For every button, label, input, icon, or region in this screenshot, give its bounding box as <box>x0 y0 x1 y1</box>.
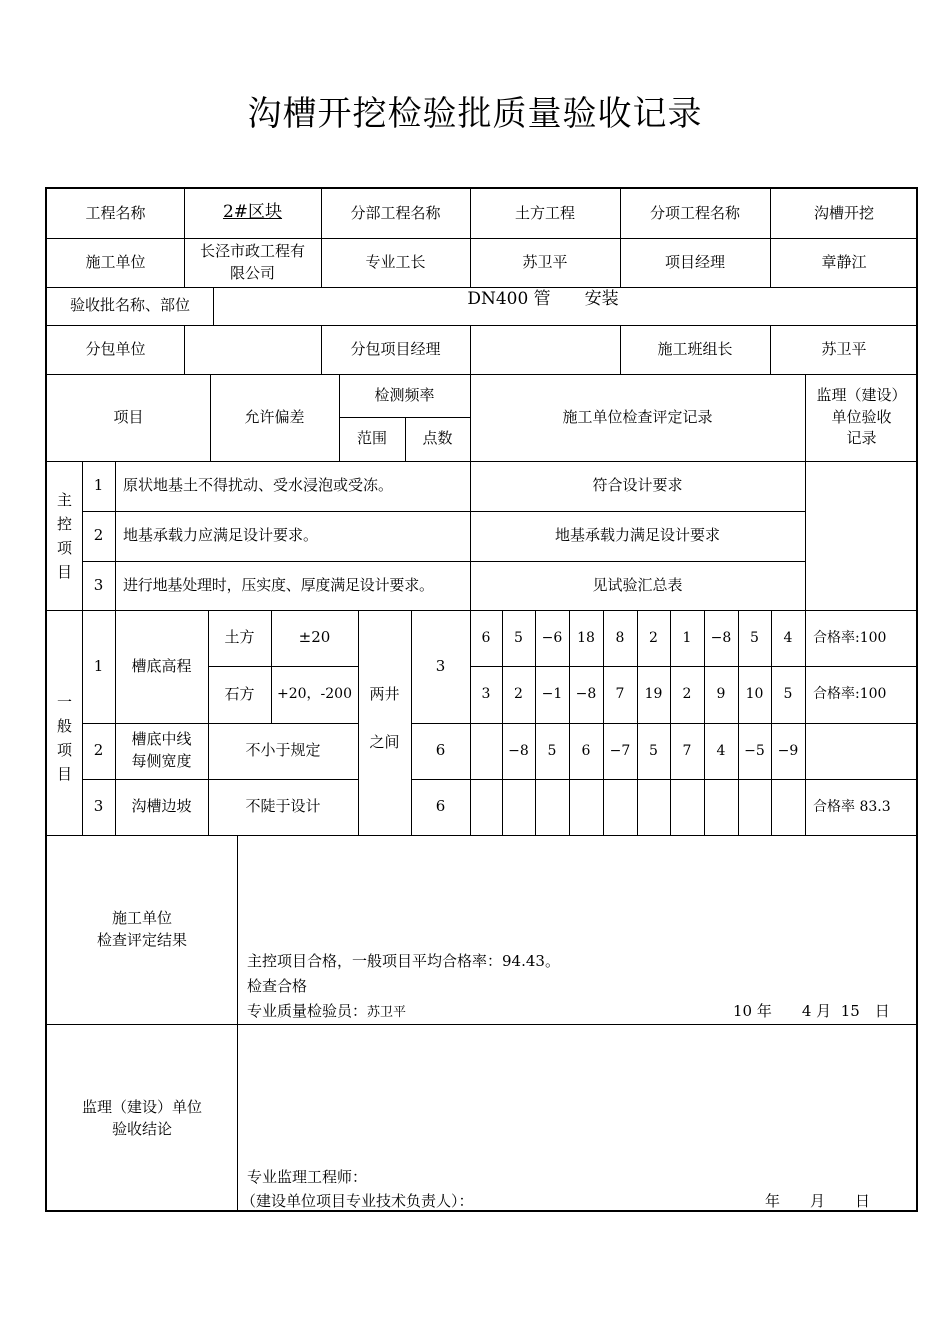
supervisor-result-label-line2: 验收结论 <box>111 1120 172 1138</box>
batch-label: 验收批名称、部位 <box>69 296 190 315</box>
range-line2: 之间 <box>369 733 400 751</box>
col-supervisor-line2: 单位验收 <box>831 407 892 426</box>
contractor-result-label-line2: 检查评定结果 <box>96 930 187 949</box>
measure-cell: −5 <box>744 742 765 759</box>
general-row-no: 2 <box>93 741 104 760</box>
contractor-result-line1: 主控项目合格，一般项目平均合格率：94.43。 <box>247 952 560 970</box>
col-supervisor-line3: 记录 <box>846 429 877 448</box>
measure-cell: 6 <box>581 742 591 759</box>
measure-cell: 4 <box>783 629 793 646</box>
col-tolerance: 允许偏差 <box>244 407 305 426</box>
col-range: 范围 <box>356 429 387 448</box>
sub-manager-label: 分包项目经理 <box>350 339 441 358</box>
col-item: 项目 <box>113 407 144 426</box>
general-row-name-line2: 每侧宽度 <box>131 752 192 770</box>
tolerance-value: 不小于规定 <box>245 741 321 760</box>
measure-cell: −8 <box>575 686 597 703</box>
points-value: 3 <box>435 656 446 675</box>
contractor-result-line2: 检查合格 <box>247 977 308 995</box>
batch-value: DN400 管 安装 <box>467 288 619 309</box>
page-title: 沟槽开挖检验批质量验收记录 <box>247 94 703 134</box>
project-name-label: 工程名称 <box>85 203 146 222</box>
contractor-line1: 长泾市政工程有 <box>199 241 305 260</box>
measure-cell: 4 <box>716 742 726 759</box>
general-row-no: 3 <box>93 797 104 816</box>
main-control-char: 主 <box>56 490 72 509</box>
contractor-value <box>184 238 321 287</box>
measure-cell: 9 <box>716 686 726 703</box>
col-frequency: 检测频率 <box>374 385 435 404</box>
manager-label: 项目经理 <box>664 252 725 271</box>
pass-rate: 合格率:100 <box>813 629 887 646</box>
measure-cell: 1 <box>682 629 692 646</box>
supervisor-result-label <box>47 1024 237 1214</box>
measure-cell: −1 <box>541 686 563 703</box>
inspector-label: 专业质量检验员： <box>247 1002 368 1020</box>
measure-cell <box>470 723 502 779</box>
measure-cell: 7 <box>682 742 692 759</box>
general-char: 目 <box>56 764 72 783</box>
measure-cell: 7 <box>615 686 625 703</box>
tolerance-value: +20，-200 <box>277 686 352 703</box>
measure-cell: −8 <box>508 742 529 759</box>
main-row-record: 见试验汇总表 <box>592 575 683 594</box>
supervisor-result-label-line1: 监理（建设）单位 <box>81 1098 202 1117</box>
engineer-label: 专业监理工程师： <box>247 1168 368 1186</box>
pass-rate: 合格率:100 <box>813 686 887 703</box>
inspection-form <box>45 187 918 1212</box>
contractor-result-label-line1: 施工单位 <box>111 908 172 927</box>
measure-cell: 5 <box>783 686 793 703</box>
foreman-value: 苏卫平 <box>522 252 568 271</box>
main-row-record: 符合设计要求 <box>592 476 683 495</box>
general-label <box>47 610 82 835</box>
contractor-result-label <box>47 835 237 1024</box>
measure-cell: 2 <box>514 686 523 703</box>
measure-cell: 6 <box>481 629 491 646</box>
supervisor-result-date: 年 月 日 <box>765 1192 871 1210</box>
tolerance-value: 不陡于设计 <box>245 797 321 816</box>
measure-cell: −6 <box>541 629 563 646</box>
contractor-line2: 限公司 <box>229 263 275 282</box>
pass-rate <box>813 723 918 779</box>
col-points: 点数 <box>422 429 453 448</box>
manager-value: 章静江 <box>821 252 867 271</box>
main-control-char: 目 <box>56 562 72 581</box>
general-row-no: 1 <box>93 656 104 675</box>
general-row-name-line1: 槽底中线 <box>131 730 192 749</box>
measure-cell: 2 <box>682 686 692 703</box>
main-row-no: 3 <box>93 575 104 594</box>
measure-cell: 8 <box>615 629 625 646</box>
points-value: 6 <box>435 797 446 816</box>
general-row-name <box>115 723 208 779</box>
general-char: 一 <box>56 692 72 711</box>
points-value: 6 <box>435 741 446 760</box>
measure-cell: 5 <box>750 629 759 646</box>
main-control-char: 项 <box>56 538 72 557</box>
inspector-name: 苏卫平 <box>367 1005 407 1020</box>
measure-cell: 5 <box>547 742 557 759</box>
main-row-desc: 原状地基土不得扰动、受水浸泡或受冻。 <box>123 476 394 495</box>
tech-lead-label: （建设单位项目专业技术负责人）： <box>241 1192 474 1210</box>
measure-cell: 19 <box>644 686 663 703</box>
team-leader-value: 苏卫平 <box>821 339 867 358</box>
team-leader-label: 施工班组长 <box>657 339 733 358</box>
subcontractor-value <box>184 325 321 374</box>
sub-project-label: 分部工程名称 <box>350 203 441 222</box>
measure-cell: 18 <box>577 629 595 646</box>
sub-manager-value <box>470 325 620 374</box>
project-name-value: 2#区块 <box>222 202 283 223</box>
main-row-no: 2 <box>93 526 104 545</box>
subcontractor-label: 分包单位 <box>85 339 146 358</box>
range-line1: 两井 <box>369 685 400 703</box>
measure-cell: −9 <box>777 742 799 759</box>
measure-cell: 5 <box>649 742 658 759</box>
item-project-value: 沟槽开挖 <box>813 203 874 222</box>
general-row-name: 沟槽边坡 <box>131 797 192 816</box>
measure-cell: 2 <box>649 629 658 646</box>
soil-type: 土方 <box>224 628 255 647</box>
contractor-result-date: 10 年 4 月 15 日 <box>733 1002 890 1020</box>
range-value <box>358 673 411 763</box>
general-row-name: 槽底高程 <box>131 656 192 675</box>
col-supervisor <box>805 374 918 461</box>
measure-cell: 10 <box>745 686 764 703</box>
main-row-no: 1 <box>93 476 104 495</box>
sub-project-value: 土方工程 <box>514 203 575 222</box>
measure-cell: 3 <box>481 686 491 703</box>
measure-cell: −7 <box>609 742 631 759</box>
measure-cell: −8 <box>710 629 732 646</box>
item-project-label: 分项工程名称 <box>649 203 740 222</box>
measure-cell: 5 <box>514 629 523 646</box>
main-row-record: 地基承载力满足设计要求 <box>554 526 720 545</box>
col-contractor-record: 施工单位检查评定记录 <box>562 407 713 426</box>
main-row-desc: 进行地基处理时，压实度、厚度满足设计要求。 <box>123 575 434 594</box>
soil-type: 石方 <box>224 684 255 703</box>
general-char: 般 <box>56 716 72 735</box>
inspector-line <box>247 1000 647 1023</box>
main-control-label <box>47 461 82 610</box>
foreman-label: 专业工长 <box>365 252 426 271</box>
main-row-desc: 地基承载力应满足设计要求。 <box>123 526 319 545</box>
tolerance-value: ±20 <box>298 628 331 647</box>
main-control-char: 控 <box>56 514 72 533</box>
col-supervisor-line1: 监理（建设） <box>816 385 907 404</box>
general-char: 项 <box>56 740 72 759</box>
contractor-label: 施工单位 <box>85 252 146 271</box>
pass-rate: 合格率 83.3 <box>813 798 891 815</box>
